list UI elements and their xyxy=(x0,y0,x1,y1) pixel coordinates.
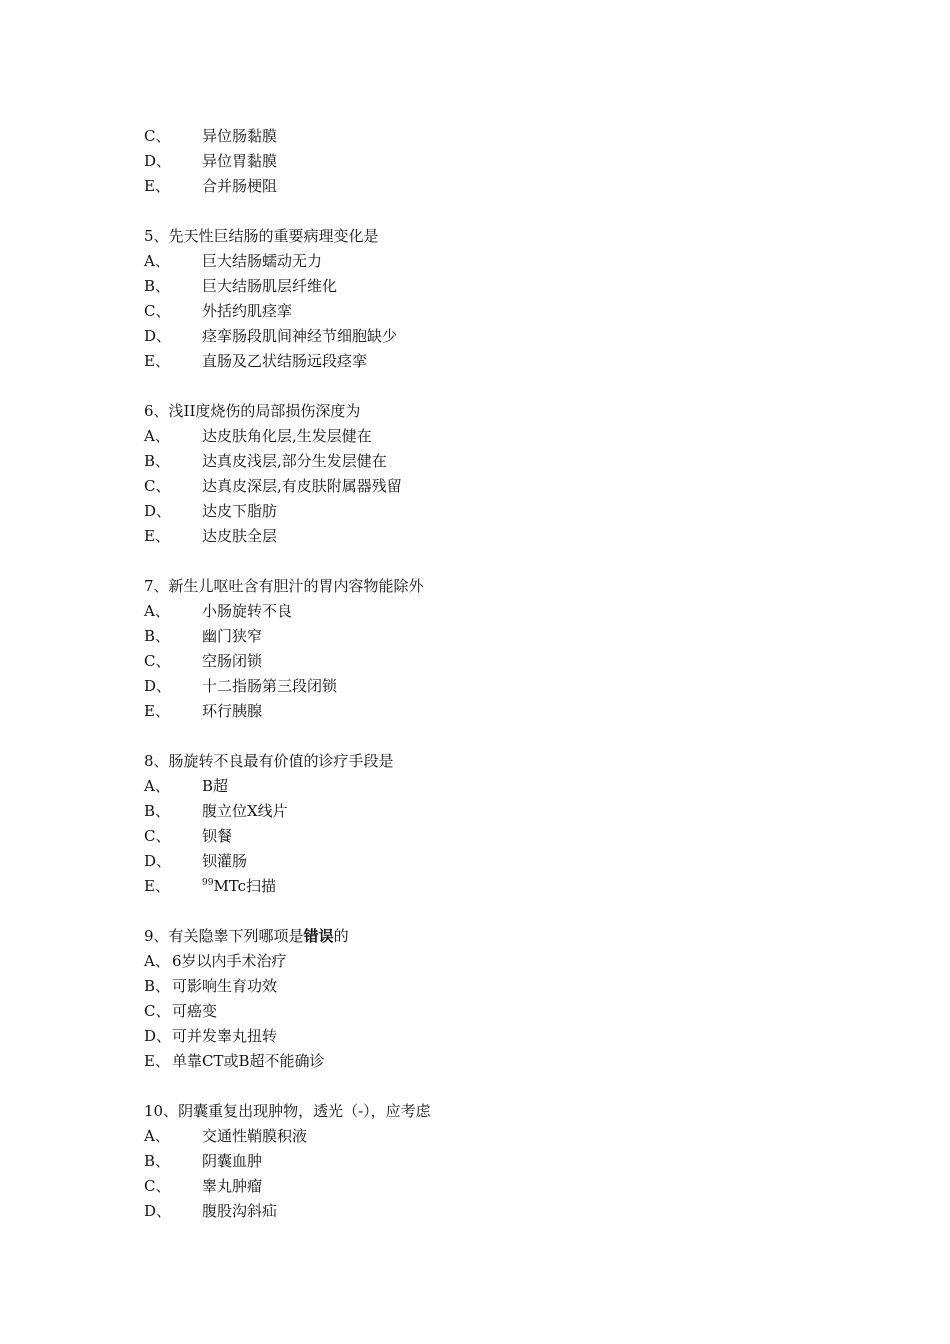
option-b xyxy=(144,274,864,299)
option-letter: D、 xyxy=(144,327,172,345)
option-text: 可影响生育功效 xyxy=(172,977,278,995)
option-text: 达真皮浅层,部分生发层健在 xyxy=(202,452,387,470)
option-b xyxy=(144,974,864,999)
option-d xyxy=(144,849,864,874)
option-a xyxy=(144,1124,864,1149)
option-text: 达皮肤角化层,生发层健在 xyxy=(202,427,372,445)
question-stem: 8、肠旋转不良最有价值的诊疗手段是 xyxy=(144,752,394,770)
option-text: 空肠闭锁 xyxy=(202,652,263,670)
option-b xyxy=(144,799,864,824)
option-text: 环行胰腺 xyxy=(202,702,263,720)
option-a xyxy=(144,249,864,274)
option-letter: B、 xyxy=(144,977,171,995)
option-letter: C、 xyxy=(144,1002,171,1020)
option-letter: A、 xyxy=(144,252,170,270)
option-a xyxy=(144,599,864,624)
option-letter: E、 xyxy=(144,702,170,720)
option-letter: C、 xyxy=(144,1177,171,1195)
option-letter: C、 xyxy=(144,302,171,320)
question-10 xyxy=(144,1099,864,1224)
question-6 xyxy=(144,399,864,549)
option-d xyxy=(144,499,864,524)
option-letter: B、 xyxy=(144,1152,171,1170)
option-letter: C、 xyxy=(144,827,171,845)
option-d xyxy=(144,1199,864,1224)
option-text xyxy=(202,874,276,899)
option-c xyxy=(144,1174,864,1199)
option-text-body: MTc扫描 xyxy=(213,877,277,895)
option-letter: D、 xyxy=(144,152,172,170)
option-text: 痉挛肠段肌间神经节细胞缺少 xyxy=(202,327,398,345)
option-c xyxy=(144,649,864,674)
option-a xyxy=(144,424,864,449)
option-e xyxy=(144,174,864,199)
option-text: 异位肠黏膜 xyxy=(202,127,278,145)
option-b xyxy=(144,1149,864,1174)
option-e xyxy=(144,874,864,899)
document-page xyxy=(144,124,864,1249)
option-text: 单靠CT或B超不能确诊 xyxy=(172,1052,325,1070)
option-text: 睾丸肿瘤 xyxy=(202,1177,263,1195)
question-8 xyxy=(144,749,864,899)
option-text: 达皮肤全层 xyxy=(202,527,278,545)
option-d xyxy=(144,674,864,699)
option-text: 外括约肌痉挛 xyxy=(202,302,293,320)
option-text: 幽门狭窄 xyxy=(202,627,263,645)
isotope-superscript: 99 xyxy=(202,878,214,888)
option-c xyxy=(144,824,864,849)
option-text: 小肠旋转不良 xyxy=(202,602,293,620)
question-5 xyxy=(144,224,864,374)
option-letter: A、 xyxy=(144,602,170,620)
option-letter: D、 xyxy=(144,677,172,695)
stem-suffix: 的 xyxy=(333,927,349,945)
option-letter: A、 xyxy=(144,427,170,445)
option-text: 达皮下脂肪 xyxy=(202,502,278,520)
option-b xyxy=(144,624,864,649)
option-d xyxy=(144,149,864,174)
option-letter: A、 xyxy=(144,1127,170,1145)
option-e xyxy=(144,524,864,549)
option-b xyxy=(144,449,864,474)
option-text: 钡餐 xyxy=(202,827,233,845)
option-letter: D、 xyxy=(144,1027,172,1045)
question-4-continued xyxy=(144,124,864,199)
option-text: B超 xyxy=(202,777,229,795)
option-text: 巨大结肠蠕动无力 xyxy=(202,252,323,270)
option-c xyxy=(144,474,864,499)
option-letter: C、 xyxy=(144,127,171,145)
option-letter: E、 xyxy=(144,527,170,545)
stem-prefix: 9、有关隐睾下列哪项是 xyxy=(144,927,304,945)
question-stem: 5、先天性巨结肠的重要病理变化是 xyxy=(144,227,379,245)
option-text: 可癌变 xyxy=(172,1002,218,1020)
question-stem xyxy=(144,924,864,949)
option-text: 可并发睾丸扭转 xyxy=(172,1027,278,1045)
option-e xyxy=(144,699,864,724)
option-c xyxy=(144,299,864,324)
option-e xyxy=(144,349,864,374)
option-text: 异位胃黏膜 xyxy=(202,152,278,170)
option-letter: E、 xyxy=(144,877,170,895)
option-a xyxy=(144,949,864,974)
option-text: 钡灌肠 xyxy=(202,852,248,870)
option-d xyxy=(144,1024,864,1049)
option-text: 巨大结肠肌层纤维化 xyxy=(202,277,338,295)
option-letter: D、 xyxy=(144,1202,172,1220)
option-letter: C、 xyxy=(144,477,171,495)
question-stem: 6、浅II度烧伤的局部损伤深度为 xyxy=(144,402,361,420)
option-letter: C、 xyxy=(144,652,171,670)
option-letter: E、 xyxy=(144,177,170,195)
option-letter: B、 xyxy=(144,802,171,820)
question-stem: 10、阴囊重复出现肿物，透光（-），应考虑 xyxy=(144,1102,431,1120)
option-text: 腹股沟斜疝 xyxy=(202,1202,278,1220)
option-text: 6岁以内手术治疗 xyxy=(172,952,287,970)
stem-emphasis: 错误 xyxy=(303,927,334,945)
option-text: 十二指肠第三段闭锁 xyxy=(202,677,338,695)
option-letter: E、 xyxy=(144,352,170,370)
question-stem: 7、新生儿呕吐含有胆汁的胃内容物能除外 xyxy=(144,577,424,595)
option-c xyxy=(144,124,864,149)
question-7 xyxy=(144,574,864,724)
option-letter: D、 xyxy=(144,852,172,870)
option-d xyxy=(144,324,864,349)
option-letter: B、 xyxy=(144,627,171,645)
option-text: 交通性鞘膜积液 xyxy=(202,1127,308,1145)
option-text: 阴囊血肿 xyxy=(202,1152,263,1170)
option-letter: E、 xyxy=(144,1052,170,1070)
question-9 xyxy=(144,924,864,1074)
option-text: 达真皮深层,有皮肤附属器残留 xyxy=(202,477,402,495)
option-text: 腹立位X线片 xyxy=(202,802,288,820)
option-letter: D、 xyxy=(144,502,172,520)
option-letter: A、 xyxy=(144,777,170,795)
option-letter: B、 xyxy=(144,452,171,470)
option-c xyxy=(144,999,864,1024)
option-text: 合并肠梗阻 xyxy=(202,177,278,195)
option-letter: B、 xyxy=(144,277,171,295)
option-e xyxy=(144,1049,864,1074)
option-a xyxy=(144,774,864,799)
option-text: 直肠及乙状结肠远段痉挛 xyxy=(202,352,368,370)
option-letter: A、 xyxy=(144,952,170,970)
